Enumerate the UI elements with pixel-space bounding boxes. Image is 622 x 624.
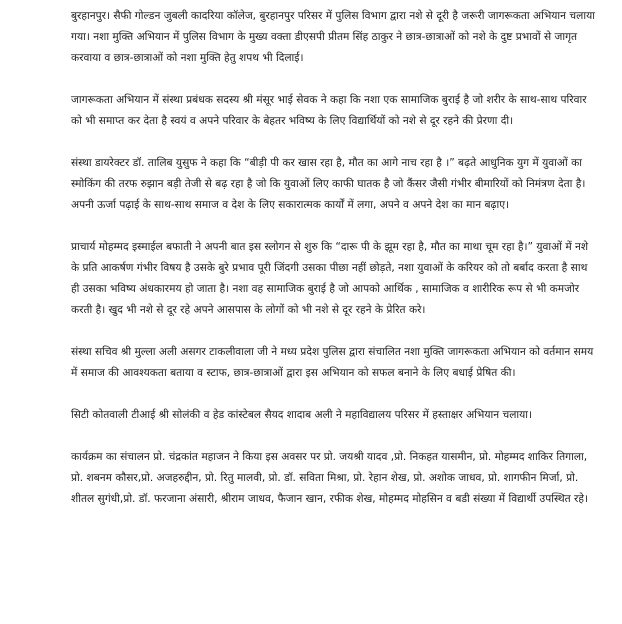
paragraph-mansoor-bhai: जागरूकता अभियान में संस्था प्रबंधक सदस्य श्री मंसूर भाई सेवक ने कहा कि नशा एक सामाजिक बुराई है जो शरीर के साथ-साथ परिवार को भी समाप्त कर देता है स्वयं व अपने परिवार के बेहतर भविष्य के लिए विद्यार्थियों को नशे से दूर रहने की प्रेरणा दी। (71, 94, 587, 127)
paragraph-kotwali-ti: सिटी कोतवाली टीआई श्री सोलंकी व हेड कांस्टेबल सैयद शादाब अली ने महाविद्यालय परिसर में हस्ताक्षर अभियान चलाया। (71, 409, 533, 421)
paragraph-intro: बुरहानपुर। सैफी गोल्डन जुबली कादरिया कॉलेज, बुरहानपुर परिसर में पुलिस विभाग द्वारा नशे से दूरी है जरूरी जागरूकता अभियान चलाया गया। नशा मुक्ति अभियान में पुलिस विभाग के मुख्य वक्ता डीएसपी प्रीतम सिंह ठाकुर ने छात्र-छात्राओं को नशे के दुष्ट प्रभावों से जागृत करवाया व छात्र-छात्राओं को नशा मुक्ति हेतु शपथ भी दिलाई। (71, 10, 595, 64)
paragraph-secretary: संस्था सचिव श्री मुल्ला अली असगर टाकलीवाला जी ने मध्य प्रदेश पुलिस द्वारा संचालित नशा मुक्ति जागरूकता अभियान को वर्तमान समय में समाज की आवश्यकता बताया व स्टाफ, छात्र-छात्राओं द्वारा इस अभियान को सफल बनाने के लिए बधाई प्रेषित की। (71, 346, 594, 379)
paragraph-principal: प्राचार्य मोहम्मद इस्माईल बफाती ने अपनी बात इस स्लोगन से शुरु कि “दारू पी के झूम रहा है, मौत का माथा चूम रहा है।” युवाओं में नशे के प्रति आकर्षण गंभीर विषय है उसके बुरे प्रभाव पूरी जिंदगी उसका पीछा नहीं छोड़ते, नशा युवाओं के करियर को तो बर्बाद करता है साथ ही उसका भविष्य अंधकारमय हो जाता है। नशा वह सामाजिक बुराई है जो आपको आर्थिक , सामाजिक व शारीरिक रूप से भी कमजोर करती है। खुद भी नशे से दूर रहे अपने आसपास के लोगों को भी नशे से दूर रहने के प्रेरित करे। (71, 241, 589, 316)
paragraph-director-talib: संस्था डायरेक्टर डॉ. तालिब युसुफ ने कहा कि “बीड़ी पी कर खास रहा है, मौत का आगे नाच रहा है ।” बढ़ते आधुनिक युग में युवाओं का स्मोकिंग की तरफ रुझान बड़ी तेजी से बढ़ रहा है जो कि युवाओं लिए काफी घातक है जो कैंसर जैसी गंभीर बीमारियों को निमंत्रण देता है। अपनी ऊर्जा पढ़ाई के साथ-साथ समाज व देश के लिए सकारात्मक कार्यों में लगा, अपने व अपने देश का मान बढ़ाए। (71, 157, 586, 211)
news-article (71, 6, 597, 531)
paragraph-conduct-attendees: कार्यक्रम का संचालन प्रो. चंद्रकांत महाजन ने किया इस अवसर पर प्रो. जयश्री यादव ,प्रो. निकहत यासमीन, प्रो. मोहम्मद शाकिर तिगाला, प्रो. शबनम कौसर,प्रो. अजहरुद्दीन, प्रो. रितु मालवी, प्रो. डॉ. सविता मिश्रा, प्रो. रेहान शेख, प्रो. अशोक जाधव, प्रो. शागफीन मिर्जा, प्रो. शीतल सुगंधी,प्रो. डॉ. फरजाना अंसारी, श्रीराम जाधव, फैजान खान, रफीक शेख, मोहम्मद मोहसिन व बडी संख्या में विद्यार्थी उपस्थित रहे। (71, 451, 589, 505)
